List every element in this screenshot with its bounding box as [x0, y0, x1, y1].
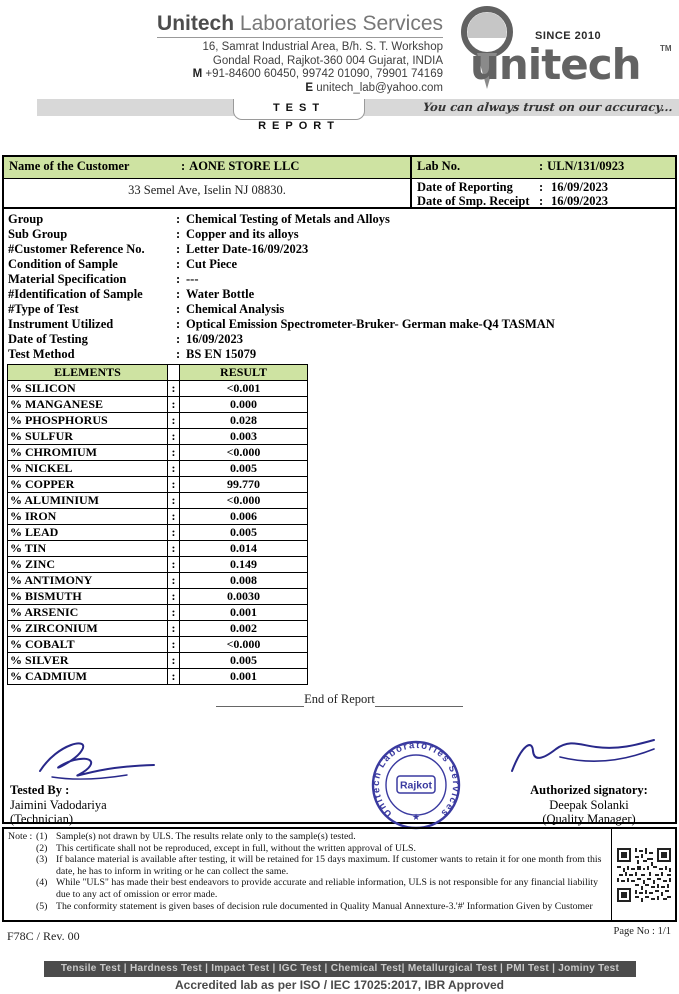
detail-label: Test Method	[8, 347, 75, 361]
colon: :	[176, 212, 181, 226]
email-address: unitech_lab@yahoo.com	[316, 81, 443, 94]
colon: :	[176, 227, 181, 241]
element-cell: % COBALT	[8, 637, 168, 653]
form-number: F78C / Rev. 00	[7, 929, 80, 943]
note-text: This certificate shall not be reproduced, except in full, without the written approval of ULS.	[56, 842, 416, 854]
customer-name-value: AONE STORE LLC	[189, 159, 300, 173]
company-header	[0, 12, 443, 95]
authorized-title: (Quality Manager)	[542, 812, 636, 826]
accreditation-text: Accredited lab as per ISO / IEC 17025:2017, IBR Approved	[174, 978, 504, 992]
detail-value: Water Bottle	[186, 287, 255, 301]
value-cell: 0.014	[180, 541, 308, 557]
colon: :	[176, 302, 181, 316]
result-row	[8, 653, 308, 669]
since-text: SINCE 2010	[535, 30, 602, 42]
note-item	[8, 831, 607, 843]
detail-row	[8, 272, 671, 287]
trademark-symbol: TM	[660, 44, 672, 53]
tested-by-block	[10, 783, 107, 827]
detail-row	[8, 317, 671, 332]
company-name-bold: Unitech	[157, 12, 235, 35]
value-cell: 0.002	[180, 621, 308, 637]
element-cell: % SILVER	[8, 653, 168, 669]
customer-name-cell	[4, 157, 410, 178]
receipt-label: Date of Smp. Receipt	[417, 193, 530, 208]
results-header-row	[8, 365, 308, 381]
colon: :	[181, 159, 186, 173]
end-of-report-underline-left	[216, 695, 304, 707]
colon-cell: :	[168, 493, 180, 509]
note-number: (1)	[36, 831, 48, 842]
detail-label: Sub Group	[8, 227, 68, 241]
detail-value: Letter Date-16/09/2023	[186, 242, 309, 256]
colon-cell: :	[168, 509, 180, 525]
value-cell: 0.149	[180, 557, 308, 573]
colon-cell: :	[168, 669, 180, 685]
note-number: (3)	[36, 854, 48, 866]
test-report-banner	[37, 99, 679, 132]
detail-value: Optical Emission Spectrometer-Bruker- German make-Q4 TASMAN	[186, 317, 555, 331]
note-text: If balance material is available after testing, it will be retained for 15 days maximum. If customer wants to retain it for one month from this date, he has to inform in writing or he can collect the same.	[56, 854, 602, 877]
colon: :	[176, 332, 181, 346]
test-report-title: TEST REPORT	[233, 99, 365, 120]
detail-label: Material Specification	[8, 272, 127, 286]
colon-cell: :	[168, 445, 180, 461]
dates-cell	[410, 179, 675, 207]
value-cell: 99.770	[180, 477, 308, 493]
qr-cell	[611, 829, 675, 920]
stamp-city: Rajkot	[399, 779, 433, 792]
colon: :	[539, 180, 544, 194]
note-number: (5)	[36, 900, 48, 912]
colon: :	[176, 257, 181, 271]
colon-cell: :	[168, 589, 180, 605]
result-row	[8, 557, 308, 573]
result-row	[8, 637, 308, 653]
detail-label: Instrument Utilized	[8, 317, 114, 331]
result-row	[8, 589, 308, 605]
element-cell: % ARSENIC	[8, 605, 168, 621]
page-number: Page No : 1/1	[613, 926, 671, 937]
element-cell: % CHROMIUM	[8, 445, 168, 461]
result-row	[8, 525, 308, 541]
company-address-line2: Gondal Road, Rajkot-360 004 Gujarat, INDIA	[212, 54, 443, 67]
colon: :	[539, 159, 544, 173]
element-cell: % ALUMINIUM	[8, 493, 168, 509]
customer-header-row	[4, 157, 675, 179]
note-number: (4)	[36, 877, 48, 889]
sample-details	[4, 209, 675, 362]
company-logo	[448, 0, 679, 98]
customer-name-label: Name of the Customer	[9, 159, 130, 173]
element-cell: % IRON	[8, 509, 168, 525]
element-cell: % SILICON	[8, 381, 168, 397]
authorized-signature	[502, 733, 662, 781]
end-of-report	[4, 692, 675, 707]
colon-column-header	[168, 365, 180, 381]
detail-label: #Customer Reference No.	[8, 242, 145, 256]
note-number: (2)	[36, 842, 48, 854]
tested-by-name: Jaimini Vadodariya	[10, 797, 107, 812]
detail-row	[8, 227, 671, 242]
result-row	[8, 493, 308, 509]
value-cell: 0.005	[180, 461, 308, 477]
result-row	[8, 461, 308, 477]
colon-cell: :	[168, 557, 180, 573]
lab-no-cell	[410, 157, 675, 178]
value-cell: <0.000	[180, 637, 308, 653]
result-row	[8, 445, 308, 461]
detail-row	[8, 287, 671, 302]
qr-code	[617, 848, 671, 902]
stamp-ring-text: Unitech Laboratories Services	[370, 739, 462, 820]
element-cell: % MANGANESE	[8, 397, 168, 413]
value-cell: 0.006	[180, 509, 308, 525]
date-of-receipt	[417, 195, 670, 209]
value-cell: <0.001	[180, 381, 308, 397]
email-prefix: E	[305, 81, 314, 94]
lab-no-label: Lab No.	[417, 159, 461, 173]
report-body-frame	[2, 155, 677, 824]
colon: :	[176, 317, 181, 331]
element-cell: % ZINC	[8, 557, 168, 573]
phone-numbers: +91-84600 60450, 99742 01090, 79901 74169	[205, 68, 443, 80]
value-cell: 0.0030	[180, 589, 308, 605]
authorized-name: Deepak Solanki	[549, 797, 629, 812]
detail-value: 16/09/2023	[186, 332, 243, 346]
value-cell: 0.005	[180, 653, 308, 669]
detail-label: Date of Testing	[8, 332, 88, 346]
value-cell: 0.028	[180, 413, 308, 429]
authorized-signatory-block	[500, 783, 678, 827]
colon-cell: :	[168, 461, 180, 477]
element-cell: % LEAD	[8, 525, 168, 541]
note-item	[8, 854, 607, 877]
reporting-value: 16/09/2023	[551, 180, 608, 194]
note-text: While "ULS" has made their best endeavors to provide accurate and reliable information, ULS is not responsible for any financial liability due to any act of omission or error made.	[56, 877, 599, 900]
colon: :	[176, 272, 181, 286]
company-name	[157, 12, 443, 38]
tests-list-bar: Tensile Test | Hardness Test | Impact Test | IGC Test | Chemical Test| Metallurgical Test | PMI Test | Jominy Test	[44, 961, 636, 977]
elements-column-header: ELEMENTS	[8, 365, 168, 381]
date-of-reporting	[417, 181, 670, 195]
notes-frame	[2, 827, 677, 922]
element-cell: % TIN	[8, 541, 168, 557]
customer-address: 33 Semel Ave, Iselin NJ 08830.	[128, 183, 286, 197]
result-row	[8, 605, 308, 621]
detail-label: #Identification of Sample	[8, 287, 143, 301]
company-phone	[0, 68, 443, 82]
end-of-report-underline-right	[375, 695, 463, 707]
note-text: The conformity statement is given bases of decision rule documented in Quality Manual Annexture-3.'#' Information Given by Customer	[56, 900, 593, 912]
detail-row	[8, 347, 671, 362]
colon: :	[176, 287, 181, 301]
colon: :	[176, 347, 181, 361]
stamp-star: ★	[411, 812, 421, 822]
colon-cell: :	[168, 381, 180, 397]
detail-label: Condition of Sample	[8, 257, 118, 271]
company-address-line1: 16, Samrat Industrial Area, B/h. S. T. Workshop	[202, 41, 443, 53]
colon-cell: :	[168, 637, 180, 653]
colon: :	[176, 242, 181, 256]
company-name-rest: Laboratories Services	[234, 12, 443, 35]
notes-list	[4, 829, 611, 920]
note-item	[8, 843, 607, 855]
element-cell: % PHOSPHORUS	[8, 413, 168, 429]
value-cell: <0.000	[180, 445, 308, 461]
detail-value: Cut Piece	[186, 257, 238, 271]
result-row	[8, 429, 308, 445]
detail-label: #Type of Test	[8, 302, 79, 316]
colon-cell: :	[168, 397, 180, 413]
value-cell: 0.000	[180, 397, 308, 413]
result-row	[8, 381, 308, 397]
detail-value: Chemical Analysis	[186, 302, 285, 316]
colon-cell: :	[168, 621, 180, 637]
element-cell: % ANTIMONY	[8, 573, 168, 589]
note-item	[8, 877, 607, 900]
phone-prefix: M	[192, 68, 203, 80]
value-cell: 0.005	[180, 525, 308, 541]
customer-detail-row	[4, 179, 675, 209]
value-cell: <0.000	[180, 493, 308, 509]
colon-cell: :	[168, 573, 180, 589]
element-cell: % SULFUR	[8, 429, 168, 445]
colon: :	[539, 193, 544, 208]
authorized-label: Authorized signatory:	[530, 783, 648, 797]
detail-row	[8, 242, 671, 257]
colon-cell: :	[168, 429, 180, 445]
detail-row	[8, 257, 671, 272]
lab-no-value: ULN/131/0923	[547, 159, 625, 173]
detail-value: BS EN 15079	[186, 347, 257, 361]
lab-stamp	[370, 739, 462, 831]
tested-by-label: Tested By :	[10, 783, 70, 797]
detail-label: Group	[8, 212, 44, 226]
element-cell: % CADMIUM	[8, 669, 168, 685]
detail-row	[8, 212, 671, 227]
tagline-text: You can always trust on our accuracy...	[422, 100, 674, 114]
result-row	[8, 509, 308, 525]
end-of-report-text: End of Report	[304, 692, 375, 706]
value-cell: 0.008	[180, 573, 308, 589]
company-email	[0, 82, 443, 96]
result-row	[8, 413, 308, 429]
note-text: Sample(s) not drawn by ULS. The results relate only to the sample(s) tested.	[56, 831, 356, 842]
detail-value: Chemical Testing of Metals and Alloys	[186, 212, 390, 226]
result-row	[8, 397, 308, 413]
element-cell: % NICKEL	[8, 461, 168, 477]
colon-cell: :	[168, 653, 180, 669]
logo-wordmark: unitech	[470, 40, 641, 89]
colon-cell: :	[168, 605, 180, 621]
result-row	[8, 573, 308, 589]
colon-cell: :	[168, 413, 180, 429]
colon-cell: :	[168, 525, 180, 541]
element-cell: % COPPER	[8, 477, 168, 493]
result-column-header: RESULT	[180, 365, 308, 381]
value-cell: 0.001	[180, 605, 308, 621]
result-row	[8, 669, 308, 685]
detail-value: ---	[186, 272, 199, 286]
note-item	[8, 901, 607, 913]
results-table	[7, 364, 308, 685]
colon-cell: :	[168, 477, 180, 493]
reporting-label: Date of Reporting	[417, 180, 513, 194]
element-cell: % BISMUTH	[8, 589, 168, 605]
tested-by-title: (Technician)	[10, 812, 73, 826]
result-row	[8, 621, 308, 637]
colon-cell: :	[168, 541, 180, 557]
receipt-value: 16/09/2023	[551, 193, 608, 208]
notes-prefix: Note :	[8, 831, 33, 842]
value-cell: 0.001	[180, 669, 308, 685]
detail-value: Copper and its alloys	[186, 227, 299, 241]
element-cell: % ZIRCONIUM	[8, 621, 168, 637]
result-row	[8, 477, 308, 493]
tested-by-signature	[32, 735, 167, 785]
detail-row	[8, 332, 671, 347]
value-cell: 0.003	[180, 429, 308, 445]
result-row	[8, 541, 308, 557]
detail-row	[8, 302, 671, 317]
